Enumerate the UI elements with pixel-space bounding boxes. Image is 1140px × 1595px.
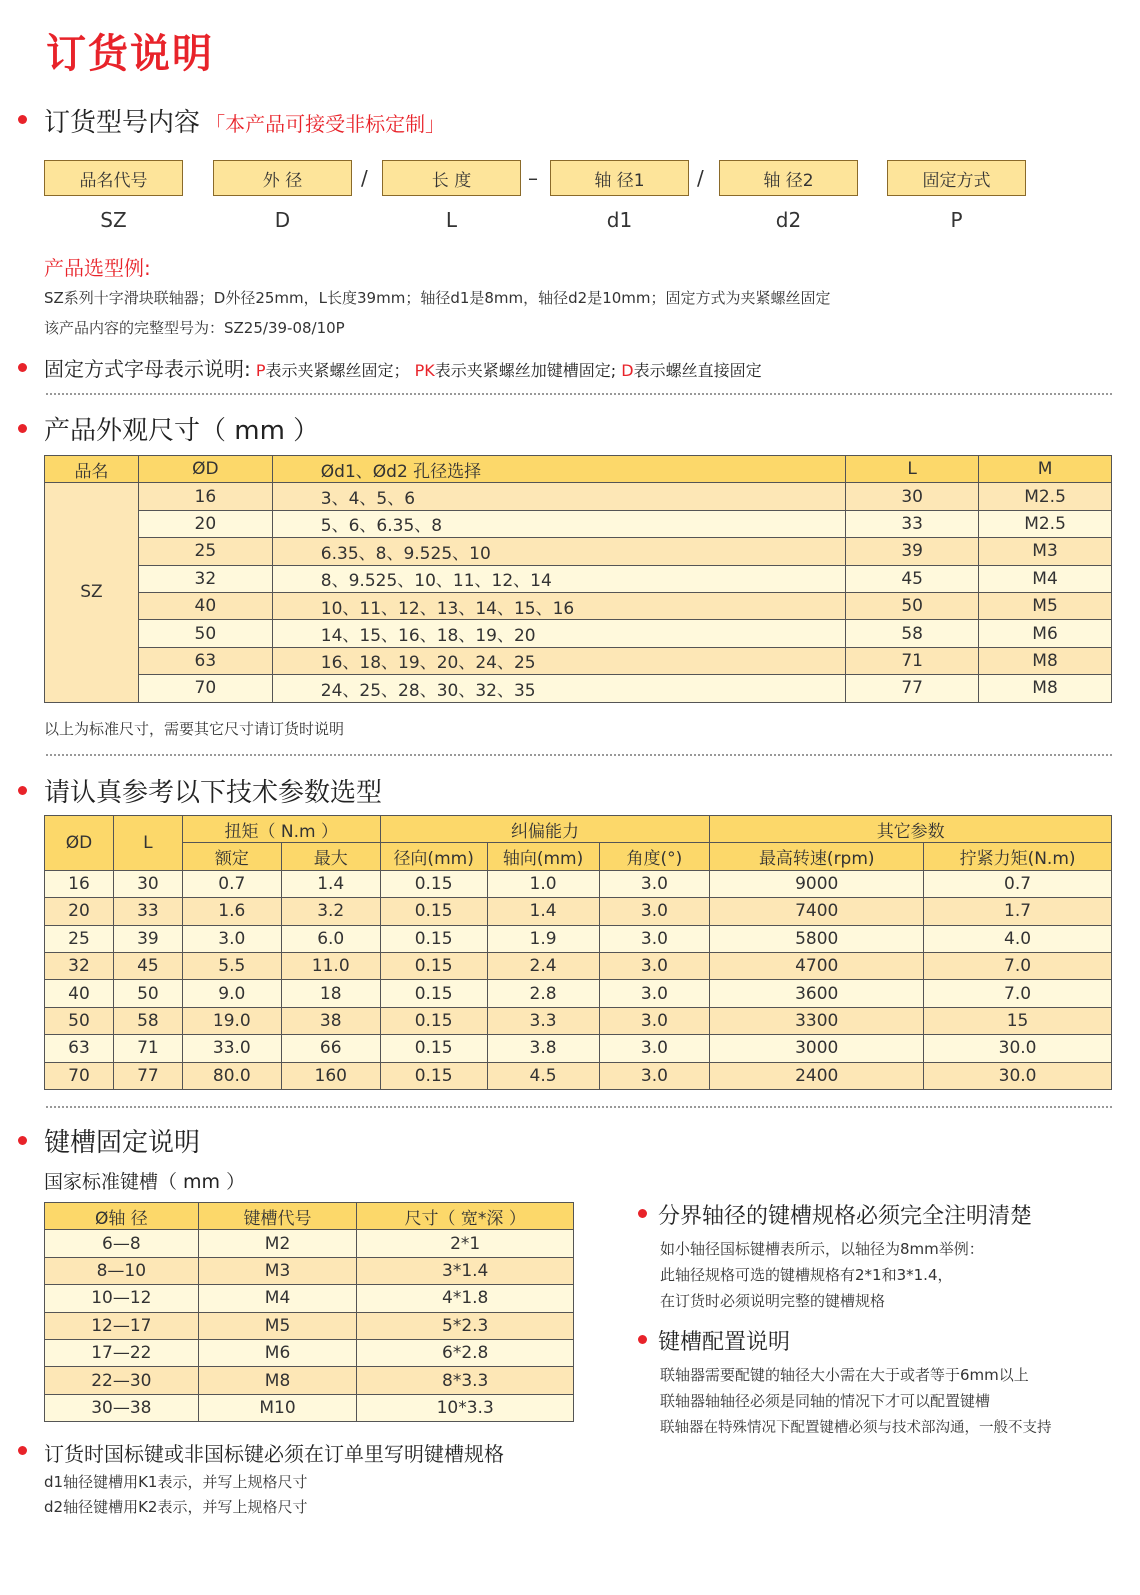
boundary-line-3: 在订货时必须说明完整的键槽规格 (660, 1292, 886, 1310)
table-row (45, 952, 1112, 979)
cell: 3.0 (599, 870, 710, 897)
cell: 7.0 (924, 980, 1112, 1007)
cell: 5.5 (182, 952, 281, 979)
cell: 0.15 (380, 898, 487, 925)
table-row (45, 1339, 574, 1366)
col-header: M (979, 456, 1112, 483)
cell: 1.7 (924, 898, 1112, 925)
fix-letter-pk: PK (414, 361, 435, 380)
cell: 77 (846, 675, 979, 702)
table-row (45, 1230, 574, 1257)
cell: 8—10 (45, 1257, 199, 1284)
model-code: SZ (100, 208, 127, 232)
cell: 3.0 (182, 925, 281, 952)
cell: 5*2.3 (357, 1312, 574, 1339)
cell: 1.4 (487, 898, 599, 925)
model-section-title: 订货型号内容 (44, 108, 201, 138)
col-header: 轴向(mm) (487, 843, 599, 870)
product-name-cell: SZ (45, 483, 139, 702)
cell: 40 (138, 592, 272, 619)
order-note-2: d2轴径键槽用K2表示，并写上规格尺寸 (44, 1498, 308, 1516)
cell: 80.0 (182, 1062, 281, 1089)
cell: 3.0 (599, 952, 710, 979)
cell: 0.15 (380, 1035, 487, 1062)
cell: 45 (846, 565, 979, 592)
table-header-row (45, 1203, 574, 1230)
bullet-icon (18, 1446, 27, 1455)
model-box-name: 品名代号 (44, 160, 183, 196)
fix-text-p: 表示夹紧螺丝固定； (265, 361, 410, 380)
cell: M3 (198, 1257, 357, 1284)
model-box-outer-diameter: 外 径 (213, 160, 352, 196)
cell: 16、18、19、20、24、25 (272, 647, 845, 674)
col-header: Ød1、Ød2 孔径选择 (272, 456, 845, 483)
table-row (45, 620, 1112, 647)
table-row (45, 675, 1112, 702)
dimensions-note: 以上为标准尺寸，需要其它尺寸请订货时说明 (44, 720, 345, 738)
cell: M5 (198, 1312, 357, 1339)
table-header-row (45, 456, 1112, 483)
cell: 2*1 (357, 1230, 574, 1257)
bullet-icon (638, 1335, 647, 1344)
cell: 0.15 (380, 870, 487, 897)
order-note-1: d1轴径键槽用K1表示，并写上规格尺寸 (44, 1473, 308, 1491)
keyway-subtitle: 国家标准键槽（ mm ） (44, 1171, 246, 1193)
fix-text-d: 表示螺丝直接固定 (633, 361, 762, 380)
cell: 70 (138, 675, 272, 702)
cell: 3*1.4 (357, 1257, 574, 1284)
col-header: ØD (45, 816, 114, 871)
model-box-bore1: 轴 径1 (550, 160, 689, 196)
table-row (45, 870, 1112, 897)
cell: 0.7 (182, 870, 281, 897)
cell: 25 (138, 538, 272, 565)
page-title: 订货说明 (46, 31, 214, 77)
cell: 10*3.3 (357, 1394, 574, 1421)
bullet-icon (18, 786, 27, 795)
cell: 33 (846, 510, 979, 537)
cell: M2 (198, 1230, 357, 1257)
cell: 4700 (710, 952, 924, 979)
cell: 32 (45, 952, 114, 979)
divider (46, 393, 1112, 395)
cell: 3.0 (599, 1062, 710, 1089)
model-code: P (950, 208, 963, 232)
model-code: L (445, 208, 458, 232)
table-header-row (45, 816, 1112, 843)
bullet-icon (18, 363, 27, 372)
cell: 3600 (710, 980, 924, 1007)
config-line-2: 联轴器轴轴径必须是同轴的情况下才可以配置键槽 (660, 1392, 991, 1410)
table-row (45, 565, 1112, 592)
fix-method-title: 固定方式字母表示说明: (44, 357, 251, 381)
table-row (45, 1007, 1112, 1034)
cell: 1.6 (182, 898, 281, 925)
cell: 20 (45, 898, 114, 925)
cell: M10 (198, 1394, 357, 1421)
cell: M4 (979, 565, 1112, 592)
cell: M2.5 (979, 483, 1112, 510)
example-line-1: SZ系列十字滑块联轴器；D外径25mm，L长度39mm；轴径d1是8mm，轴径d2是10mm；固定方式为夹紧螺丝固定 (44, 289, 831, 307)
keyway-title: 键槽固定说明 (44, 1128, 201, 1158)
cell: 50 (45, 1007, 114, 1034)
col-header: Ø轴 径 (45, 1203, 199, 1230)
keyway-table (44, 1202, 574, 1422)
table-row (45, 1285, 574, 1312)
cell: 20 (138, 510, 272, 537)
bullet-icon (18, 115, 27, 124)
table-row (45, 1257, 574, 1284)
cell: 1.4 (281, 870, 380, 897)
dimensions-table (44, 455, 1112, 703)
table-row (45, 592, 1112, 619)
cell: 70 (45, 1062, 114, 1089)
cell: 40 (45, 980, 114, 1007)
cell: 160 (281, 1062, 380, 1089)
cell: M8 (979, 647, 1112, 674)
cell: 17—22 (45, 1339, 199, 1366)
cell: 18 (281, 980, 380, 1007)
example-title: 产品选型例: (44, 256, 151, 280)
cell: 33 (113, 898, 182, 925)
table-row (45, 980, 1112, 1007)
fix-letter-d: D (621, 361, 634, 380)
table-row (45, 1367, 574, 1394)
boundary-line-1: 如小轴径国标键槽表所示，以轴径为8mm举例： (660, 1240, 984, 1258)
cell: 71 (846, 647, 979, 674)
cell: 0.15 (380, 952, 487, 979)
fix-text-pk: 表示夹紧螺丝加键槽固定; (434, 361, 617, 380)
cell: 30 (846, 483, 979, 510)
cell: 0.15 (380, 925, 487, 952)
table-row (45, 510, 1112, 537)
table-header-row (45, 843, 1112, 870)
table-row (45, 1394, 574, 1421)
cell: 6.35、8、9.525、10 (272, 538, 845, 565)
dimensions-title: 产品外观尺寸（ mm ） (44, 416, 320, 446)
cell: 5800 (710, 925, 924, 952)
cell: 6.0 (281, 925, 380, 952)
cell: 0.15 (380, 980, 487, 1007)
tech-table (44, 815, 1112, 1090)
table-row (45, 1062, 1112, 1089)
col-header: L (846, 456, 979, 483)
cell: 63 (138, 647, 272, 674)
cell: 3.0 (599, 980, 710, 1007)
config-line-3: 联轴器在特殊情况下配置键槽必须与技术部沟通，一般不支持 (660, 1420, 1052, 1436)
boundary-title: 分界轴径的键槽规格必须完全注明清楚 (658, 1204, 1033, 1229)
cell: 1.0 (487, 870, 599, 897)
cell: 9000 (710, 870, 924, 897)
cell: 39 (113, 925, 182, 952)
cell: 0.15 (380, 1062, 487, 1089)
cell: 3.0 (599, 898, 710, 925)
divider (46, 1106, 1112, 1108)
col-header: 角度(°) (599, 843, 710, 870)
cell: 5、6、6.35、8 (272, 510, 845, 537)
cell: 9.0 (182, 980, 281, 1007)
cell: 77 (113, 1062, 182, 1089)
cell: 14、15、16、18、19、20 (272, 620, 845, 647)
cell: 63 (45, 1035, 114, 1062)
config-title: 键槽配置说明 (658, 1330, 791, 1355)
table-row (45, 925, 1112, 952)
cell: 50 (846, 592, 979, 619)
model-box-fixing: 固定方式 (887, 160, 1026, 196)
cell: 3000 (710, 1035, 924, 1062)
cell: 22—30 (45, 1367, 199, 1394)
cell: 66 (281, 1035, 380, 1062)
cell: 3、4、5、6 (272, 483, 845, 510)
cell: 38 (281, 1007, 380, 1034)
cell: M2.5 (979, 510, 1112, 537)
separator: / (697, 166, 704, 190)
col-header: 尺寸（ 宽*深 ） (357, 1203, 574, 1230)
col-header: 品名 (45, 456, 139, 483)
cell: 16 (138, 483, 272, 510)
cell: M4 (198, 1285, 357, 1312)
col-header: 最大 (281, 843, 380, 870)
col-header: L (113, 816, 182, 871)
table-row (45, 1312, 574, 1339)
cell: 3.2 (281, 898, 380, 925)
cell: 6*2.8 (357, 1339, 574, 1366)
fix-letter-p: P (255, 361, 266, 380)
cell: 71 (113, 1035, 182, 1062)
bullet-icon (18, 424, 27, 433)
cell: 30 (113, 870, 182, 897)
cell: M8 (979, 675, 1112, 702)
cell: 32 (138, 565, 272, 592)
cell: 3.0 (599, 1007, 710, 1034)
cell: 4*1.8 (357, 1285, 574, 1312)
model-box-bore2: 轴 径2 (719, 160, 858, 196)
col-header: 拧紧力矩(N.m) (924, 843, 1112, 870)
cell: 2400 (710, 1062, 924, 1089)
table-row (45, 898, 1112, 925)
cell: 3.0 (599, 1035, 710, 1062)
cell: 15 (924, 1007, 1112, 1034)
config-line-1: 联轴器需要配键的轴径大小需在大于或者等于6mm以上 (660, 1366, 1029, 1384)
cell: 3.8 (487, 1035, 599, 1062)
separator: / (361, 166, 368, 190)
col-header: 额定 (182, 843, 281, 870)
table-row (45, 1035, 1112, 1062)
model-code: d2 (775, 208, 802, 232)
model-box-length: 长 度 (382, 160, 521, 196)
cell: 50 (113, 980, 182, 1007)
col-header: 键槽代号 (198, 1203, 357, 1230)
cell: M6 (198, 1339, 357, 1366)
model-code: D (274, 208, 291, 232)
cell: 30.0 (924, 1062, 1112, 1089)
cell: 16 (45, 870, 114, 897)
col-header: 径向(mm) (380, 843, 487, 870)
cell: 19.0 (182, 1007, 281, 1034)
cell: 0.7 (924, 870, 1112, 897)
cell: 8、9.525、10、11、12、14 (272, 565, 845, 592)
cell: 3.3 (487, 1007, 599, 1034)
cell: 58 (846, 620, 979, 647)
col-header: 纠偏能力 (380, 816, 710, 843)
table-row (45, 483, 1112, 510)
cell: 30.0 (924, 1035, 1112, 1062)
cell: 25 (45, 925, 114, 952)
cell: 12—17 (45, 1312, 199, 1339)
cell: 24、25、28、30、32、35 (272, 675, 845, 702)
cell: 39 (846, 538, 979, 565)
order-note-title: 订货时国标键或非国标键必须在订单里写明键槽规格 (44, 1442, 504, 1466)
cell: M6 (979, 620, 1112, 647)
cell: 10—12 (45, 1285, 199, 1312)
tech-title: 请认真参考以下技术参数选型 (44, 778, 383, 808)
col-header: ØD (138, 456, 272, 483)
table-row (45, 647, 1112, 674)
cell: 3.0 (599, 925, 710, 952)
cell: 6—8 (45, 1230, 199, 1257)
model-code: d1 (606, 208, 633, 232)
cell: 7400 (710, 898, 924, 925)
table-row (45, 538, 1112, 565)
bullet-icon (638, 1209, 647, 1218)
cell: 7.0 (924, 952, 1112, 979)
cell: 45 (113, 952, 182, 979)
cell: 1.9 (487, 925, 599, 952)
cell: 30—38 (45, 1394, 199, 1421)
col-header: 其它参数 (710, 816, 1112, 843)
cell: 58 (113, 1007, 182, 1034)
cell: 33.0 (182, 1035, 281, 1062)
custom-tag: 「本产品可接受非标定制」 (205, 112, 446, 136)
cell: M3 (979, 538, 1112, 565)
separator: – (528, 166, 538, 190)
cell: 2.4 (487, 952, 599, 979)
cell: M5 (979, 592, 1112, 619)
cell: 0.15 (380, 1007, 487, 1034)
cell: 8*3.3 (357, 1367, 574, 1394)
col-header: 扭矩（ N.m ） (182, 816, 380, 843)
cell: 11.0 (281, 952, 380, 979)
cell: 2.8 (487, 980, 599, 1007)
example-line-2: 该产品内容的完整型号为：SZ25/39-08/10P (44, 319, 345, 337)
cell: 50 (138, 620, 272, 647)
cell: 10、11、12、13、14、15、16 (272, 592, 845, 619)
col-header: 最高转速(rpm) (710, 843, 924, 870)
divider (46, 754, 1112, 756)
model-section-heading (44, 102, 445, 139)
cell: 3300 (710, 1007, 924, 1034)
fix-method-line (44, 353, 762, 382)
cell: M8 (198, 1367, 357, 1394)
cell: 4.5 (487, 1062, 599, 1089)
bullet-icon (18, 1136, 27, 1145)
cell: 4.0 (924, 925, 1112, 952)
boundary-line-2: 此轴径规格可选的键槽规格有2*1和3*1.4， (660, 1266, 953, 1284)
